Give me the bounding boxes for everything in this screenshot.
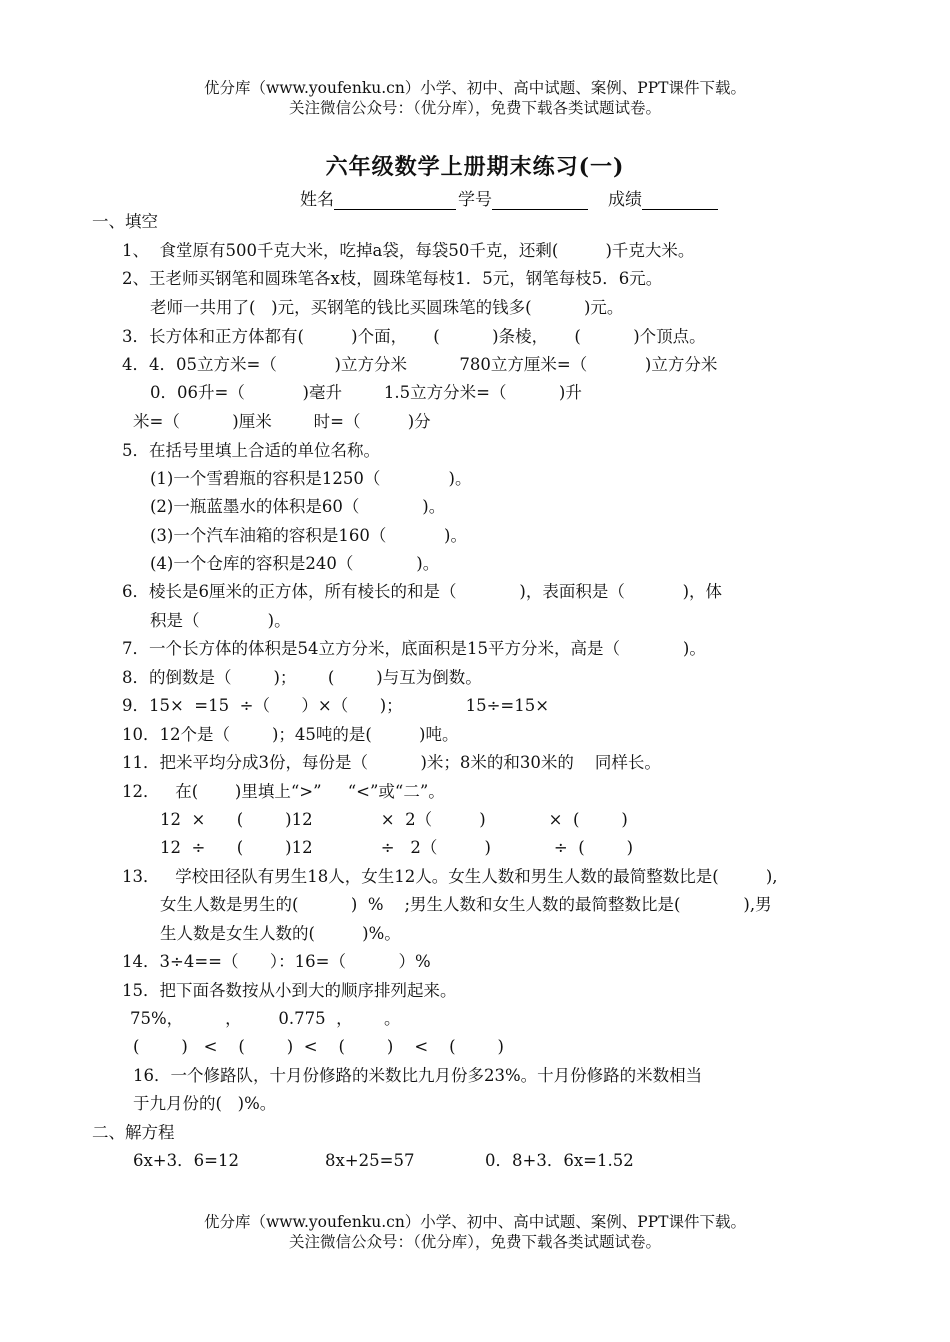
question-line: 5．在括号里填上合适的单位名称。 [122,441,380,460]
question-line: 11．把米平均分成3份，每份是（ )米；8米的和30米的 同样长。 [122,753,661,772]
number-blank[interactable] [492,191,588,210]
question-line: 10．12个是（ )；45吨的是( )吨。 [122,725,459,744]
question-line: 1、 食堂原有500千克大米，吃掉a袋，每袋50千克，还剩( )千克大米。 [122,241,695,260]
header-line-1: 优分库（www.youfenku.cn）小学、初中、高中试题、案例、PPT课件下载。 [203,79,747,97]
question-line: ( ) < ( ) < ( ) < ( ) [133,1037,504,1056]
question-line: (1)一个雪碧瓶的容积是1250（ )。 [150,469,472,488]
section-1-heading: 一、填空 [92,212,158,231]
score-label: 成绩 [608,190,642,210]
question-line: 14．3÷4==（ ）：16=（ ）% [122,952,431,971]
question-line: 6．棱长是6厘米的正方体，所有棱长的和是（ )，表面积是（ )，体 [122,582,723,601]
question-line: 7．一个长方体的体积是54立方分米，底面积是15平方分米，高是（ )。 [122,639,706,658]
question-line: 12 × ( )12 × 2（ ) × ( ) [160,810,628,829]
equation-1: 6x+3．6=12 [133,1151,239,1170]
footer-line-2: 关注微信公众号：（优分库），免费下载各类试题试卷。 [288,1233,661,1251]
question-line: (2)一瓶蓝墨水的体积是60（ )。 [150,497,446,516]
question-line: 75%， ， 0.775 ， 。 [130,1009,401,1028]
question-line: 2、王老师买钢笔和圆珠笔各x枝，圆珠笔每枝1．5元，钢笔每枝5．6元。 [122,269,663,288]
question-line: 老师一共用了( )元，买钢笔的钱比买圆珠笔的钱多( )元。 [150,298,624,317]
score-blank[interactable] [642,191,718,210]
page-title: 六年级数学上册期末练习(一) [325,154,625,180]
question-line: (3)一个汽车油箱的容积是160（ )。 [150,526,467,545]
question-line: 3．长方体和正方体都有( )个面， ( )条棱， ( )个顶点。 [122,327,706,346]
question-line: 12 ÷ ( )12 ÷ 2（ ) ÷ ( ) [160,838,634,857]
question-line: 于九月份的( )%。 [133,1094,277,1113]
question-line: 积是（ )。 [150,611,291,630]
question-line: 4．4．05立方米=（ )立方分米 780立方厘米=（ )立方分米 [122,355,718,374]
question-line: 15．把下面各数按从小到大的顺序排列起来。 [122,981,457,1000]
student-info-fields [300,185,720,210]
question-line: 13． 学校田径队有男生18人，女生12人。女生人数和男生人数的最简整数比是( ), [122,867,778,886]
question-line: 9．15× =15 ÷（ ）×（ )； 15÷=15× [122,696,550,715]
header-line-2: 关注微信公众号：（优分库），免费下载各类试题试卷。 [288,99,661,117]
question-line: 0．06升=（ )毫升 1.5立方分米=（ )升 [150,383,582,402]
question-line: 8．的倒数是（ )； ( )与互为倒数。 [122,668,482,687]
equation-2: 8x+25=57 [325,1151,415,1170]
question-line: 生人数是女生人数的( )%。 [160,924,401,943]
question-line: 米=（ )厘米 时=（ )分 [133,412,431,431]
section-2-heading: 二、解方程 [92,1123,175,1142]
equation-3: 0．8+3．6x=1.52 [485,1151,634,1170]
question-line: 女生人数是男生的( ) % ;男生人数和女生人数的最简整数比是( ),男 [160,895,772,914]
question-line: 12． 在( )里填上“>” “<”或“二”。 [122,782,445,801]
name-label: 姓名 [300,190,334,210]
question-line: (4)一个仓库的容积是240（ )。 [150,554,440,573]
question-line: 16．一个修路队，十月份修路的米数比九月份多23%。十月份修路的米数相当 [133,1066,703,1085]
number-label: 学号 [458,190,492,210]
name-blank[interactable] [334,191,456,210]
footer-line-1: 优分库（www.youfenku.cn）小学、初中、高中试题、案例、PPT课件下载。 [203,1213,747,1231]
